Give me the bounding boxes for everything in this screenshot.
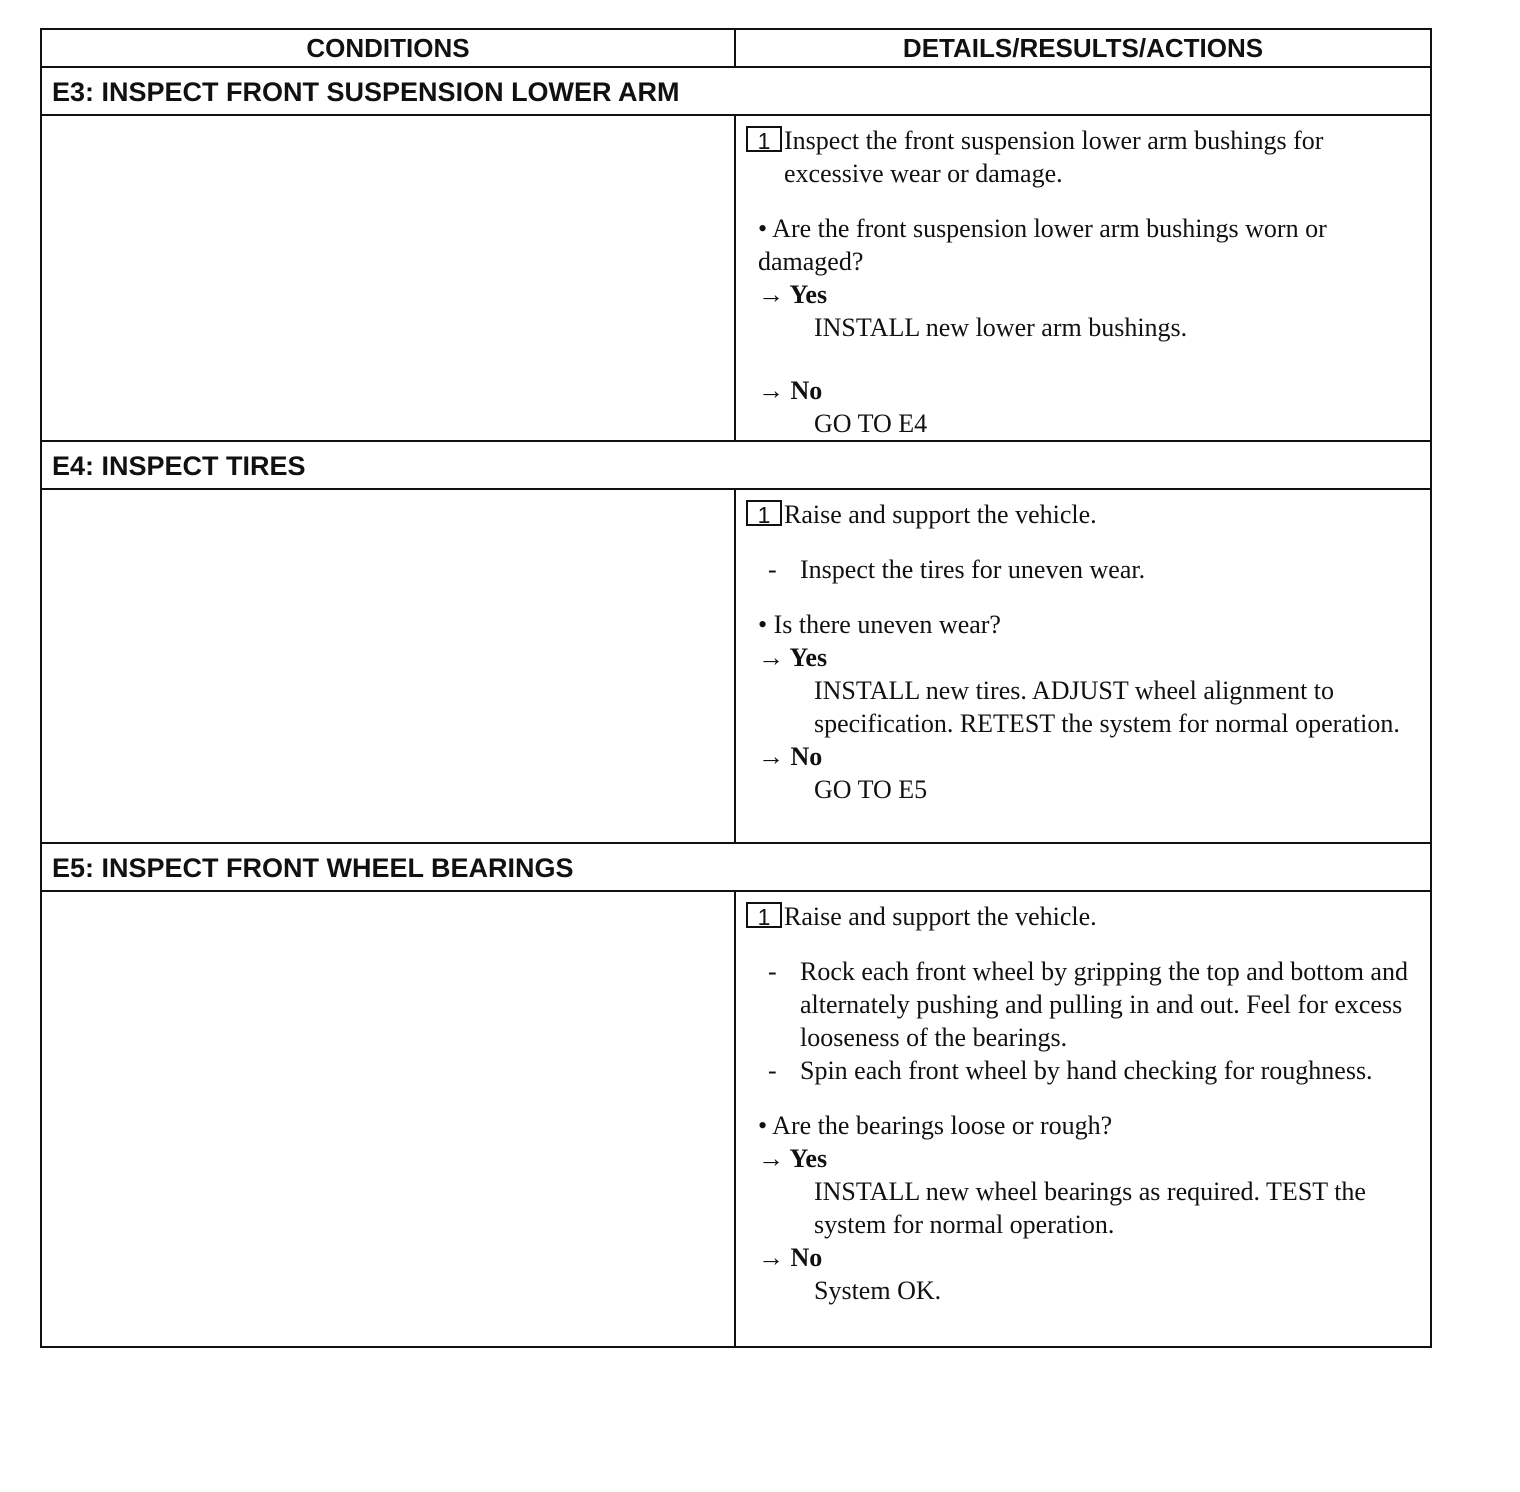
- step-text: Raise and support the vehicle.: [784, 902, 1097, 931]
- yes-label-e4: → Yes: [758, 643, 828, 672]
- step-e4: [746, 498, 1420, 531]
- section-title-e5: E5: INSPECT FRONT WHEEL BEARINGS: [42, 844, 1430, 892]
- step-text: Raise and support the vehicle.: [784, 500, 1097, 529]
- yes-text-e5: INSTALL new wheel bearings as required. TEST the system for normal operation.: [814, 1177, 1366, 1239]
- conditions-cell-e3: [42, 116, 736, 440]
- no-text-e5: System OK.: [814, 1276, 942, 1305]
- section-title-e3: E3: INSPECT FRONT SUSPENSION LOWER ARM: [42, 68, 1430, 116]
- dash-mark: -: [768, 957, 777, 986]
- conditions-cell-e5: [42, 892, 736, 1346]
- step-e3: [746, 124, 1420, 190]
- question-e5: • Are the bearings loose or rough?: [758, 1111, 1113, 1140]
- no-label-e4: → No: [758, 742, 823, 771]
- substep-text: Rock each front wheel by gripping the top and bottom and alternately pushing and pulling in and out. Feel for excess looseness of the bearings.: [800, 957, 1408, 1052]
- no-label-e5: → No: [758, 1243, 823, 1272]
- step-number-box: 1: [746, 500, 782, 526]
- section-body-e3: [42, 116, 1430, 442]
- substep-e5-2: [746, 1054, 1420, 1087]
- conditions-cell-e4: [42, 490, 736, 842]
- dash-mark: -: [768, 1056, 777, 1085]
- yes-text-e4: INSTALL new tires. ADJUST wheel alignment to specification. RETEST the system for normal operation.: [814, 676, 1400, 738]
- step-number-box: 1: [746, 902, 782, 928]
- step-text: Inspect the front suspension lower arm bushings for excessive wear or damage.: [784, 126, 1324, 188]
- conditions-header: CONDITIONS: [42, 30, 736, 66]
- dash-mark: -: [768, 555, 777, 584]
- question-e4: • Is there uneven wear?: [758, 610, 1001, 639]
- details-cell-e3: [736, 116, 1430, 440]
- substep-text: Spin each front wheel by hand checking for roughness.: [800, 1056, 1373, 1085]
- substep-e4-1: [746, 553, 1420, 586]
- section-body-e4: [42, 490, 1430, 844]
- table-header: [42, 30, 1430, 68]
- substep-text: Inspect the tires for uneven wear.: [800, 555, 1146, 584]
- substep-e5-1: [746, 955, 1420, 1054]
- no-text-e3: GO TO E4: [814, 409, 928, 438]
- yes-label-e5: → Yes: [758, 1144, 828, 1173]
- yes-text-e3: INSTALL new lower arm bushings.: [814, 313, 1188, 342]
- yes-label-e3: → Yes: [758, 280, 828, 309]
- details-cell-e4: [736, 490, 1430, 842]
- diagnostic-table: [40, 28, 1432, 1348]
- details-cell-e5: [736, 892, 1430, 1346]
- section-body-e5: [42, 892, 1430, 1346]
- details-header: DETAILS/RESULTS/ACTIONS: [902, 33, 1264, 63]
- no-label-e3: → No: [758, 376, 823, 405]
- section-title-e4: E4: INSPECT TIRES: [42, 442, 1430, 490]
- question-e3: • Are the front suspension lower arm bushings worn or damaged?: [758, 214, 1327, 276]
- no-text-e4: GO TO E5: [814, 775, 928, 804]
- step-number-box: 1: [746, 126, 782, 152]
- step-e5: [746, 900, 1420, 933]
